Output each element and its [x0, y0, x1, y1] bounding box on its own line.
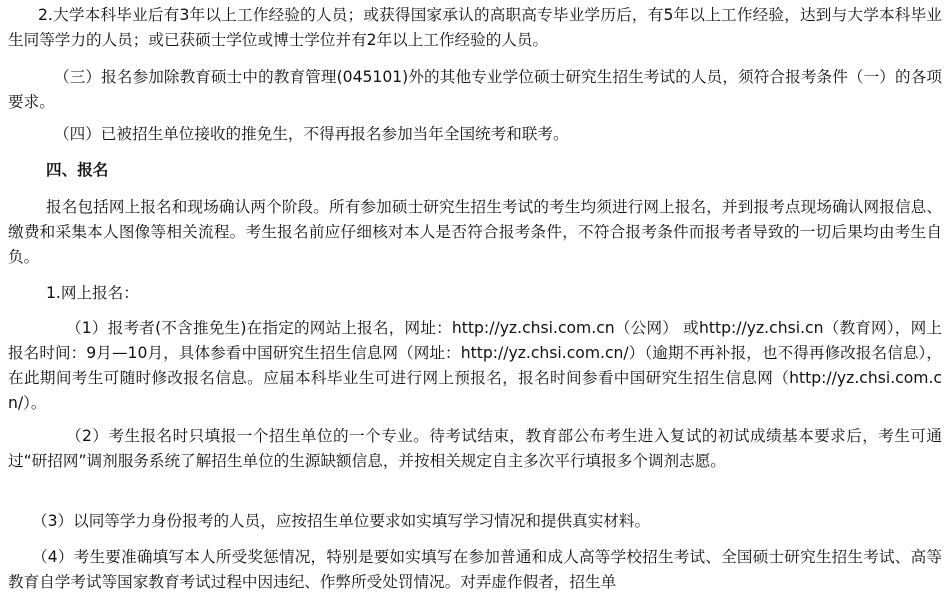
paragraph-registration-intro: 报名包括网上报名和现场确认两个阶段。所有参加硕士研究生招生考试的考生均须进行网上报名，并到报考点现场确认网报信息、缴费和采集本人图像等相关流程。考生报名前应仔细核对本人是否符合报考条件，不符合报考条件而报考者导致的一切后果均由考生自负。	[8, 198, 942, 266]
paragraph-online-1: （1）报考者(不含推免生)在指定的网站上报名，网址：http://yz.chsi.com.cn（公网） 或http://yz.chsi.cn（教育网），网上报名时间：9月—10月，具体参看中国研究生招生信息网（网址：http://yz.chsi.com.cn/）（逾期不再补报，也不得再修改报名信息），在此期间考生可随时修改报名信息。应届本科毕业生可进行网上预报名，报名时间参看中国研究生招生信息网（http://yz.chsi.com.cn/）。	[8, 319, 942, 412]
paragraph-online-4: （4）考生要准确填写本人所受奖惩情况，特别是要如实填写在参加普通和成人高等学校招生考试、全国硕士研究生招生考试、高等教育自学考试等国家教育考试过程中因违纪、作弊所受处罚情况。对弄虚作假者，招生单	[8, 548, 942, 591]
paragraph-item-3: （三）报名参加除教育硕士中的教育管理(045101)外的其他专业学位硕士研究生招生考试的人员，须符合报考条件（一）的各项要求。	[8, 68, 942, 111]
paragraph-degree-condition-2: 2.大学本科毕业后有3年以上工作经验的人员；或获得国家承认的高职高专毕业学历后，有5年以上工作经验，达到与大学本科毕业生同等学力的人员；或已获硕士学位或博士学位并有2年以上工作经验的人员。	[8, 6, 942, 49]
paragraph-online-2: （2）考生报名时只填报一个招生单位的一个专业。待考试结束，教育部公布考生进入复试的初试成绩基本要求后，考生可通过“研招网”调剂服务系统了解招生单位的生源缺额信息，并按相关规定自主多次平行填报多个调剂志愿。	[8, 427, 942, 470]
paragraph-item-4: （四）已被招生单位接收的推免生，不得再报名参加当年全国统考和联考。	[54, 125, 569, 143]
paragraph-online-3: （3）以同等学力身份报考的人员，应按招生单位要求如实填写学习情况和提供真实材料。	[32, 512, 651, 530]
sub-heading-online-registration: 1.网上报名：	[46, 284, 139, 302]
section-heading-registration: 四、报名	[46, 161, 109, 179]
